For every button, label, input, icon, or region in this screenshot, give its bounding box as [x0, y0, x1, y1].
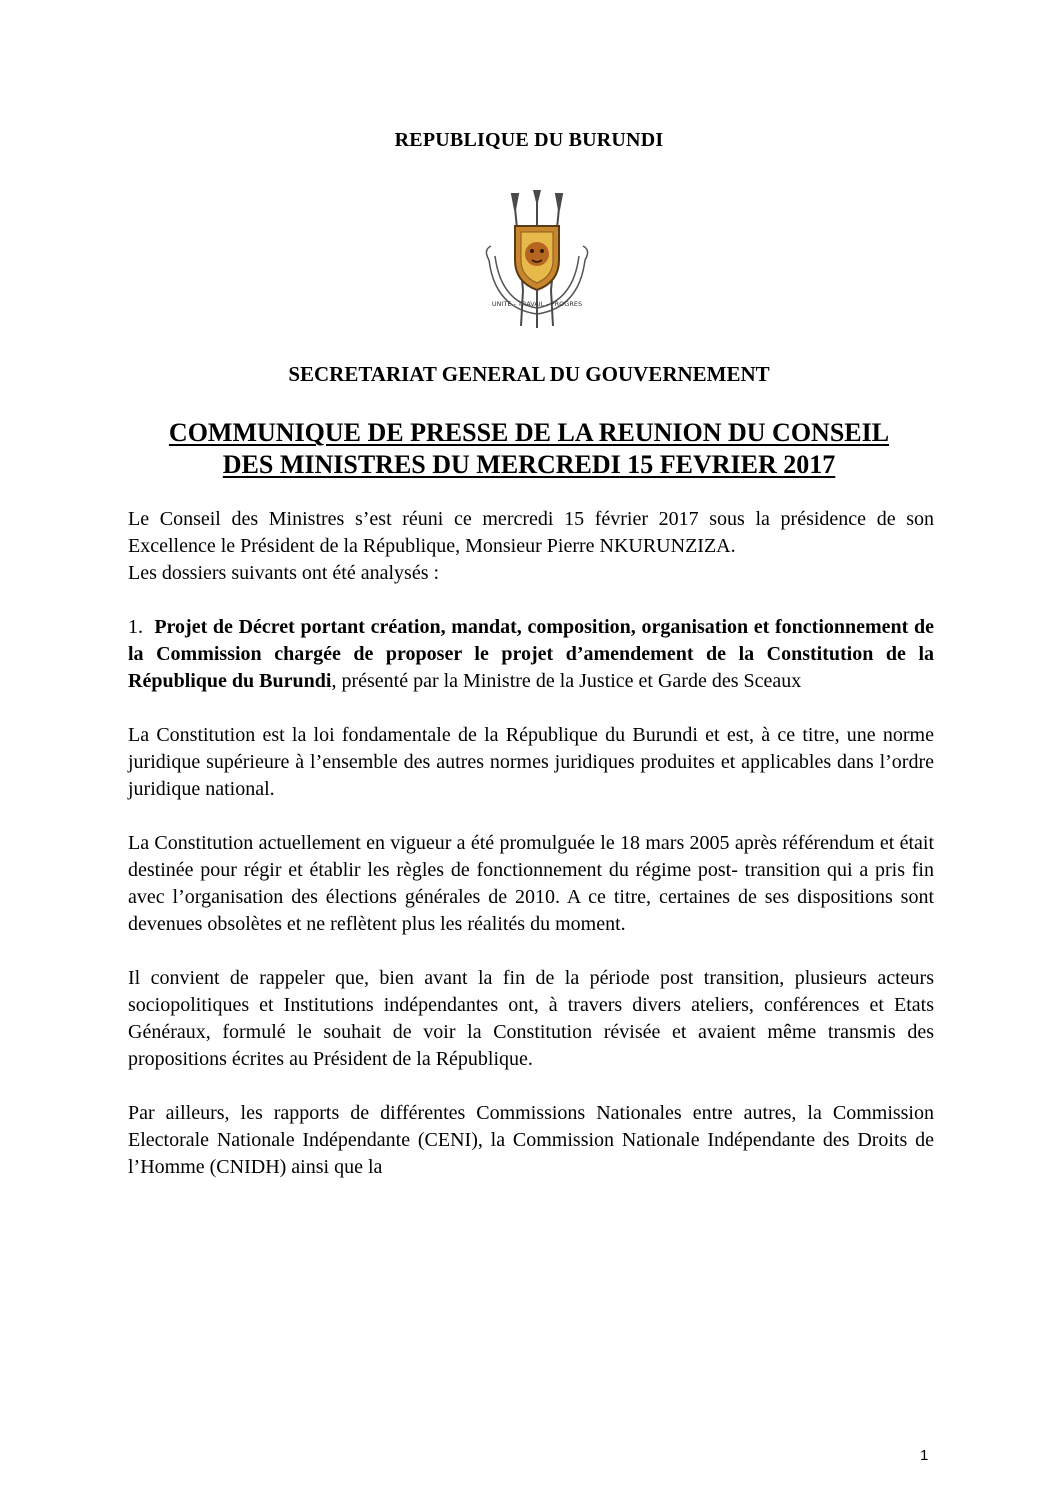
item-1-number: 1. [128, 616, 143, 638]
coat-of-arms-emblem [475, 190, 600, 330]
body-paragraph: La Constitution est la loi fondamentale de la République du Burundi et est, à ce titre, une norme juridique supérieure à l’ensemble des autres normes juridiques produites et applicables dans l’ordre juridique national. [128, 724, 934, 800]
office-heading: SECRETARIAT GENERAL DU GOUVERNEMENT [288, 362, 770, 386]
intro-paragraph: Le Conseil des Ministres s’est réuni ce mercredi 15 février 2017 sous la présidence de son Excellence le Président de la République, Monsieur Pierre NKURUNZIZA. [128, 508, 934, 557]
title-line-1: COMMUNIQUE DE PRESSE DE LA REUNION DU CONSEIL [168, 418, 890, 447]
item-1-paragraph [128, 614, 934, 695]
document-body [128, 506, 934, 1181]
item-1-presenter: , présenté par la Ministre de la Justice et Garde des Sceaux [331, 670, 802, 692]
body-paragraph: Par ailleurs, les rapports de différentes Commissions Nationales entre autres, la Commission Electorale Nationale Indépendante (CENI), la Commission Nationale Indépendante des Droits de l’Homme (CNIDH) ainsi que la [128, 1102, 934, 1178]
body-paragraph: La Constitution actuellement en vigueur a été promulguée le 18 mars 2005 après référendum et était destinée pour régir et établir les règles de fonctionnement du régime post- transition qui a pris fin avec l’organisation des élections générales de 2010. A ce titre, certaines de ses dispositions sont devenues obsolètes et ne reflètent plus les réalités du moment. [128, 832, 934, 935]
emblem-motto: UNITE - TRAVAIL - PROGRES [491, 300, 583, 308]
title-line-2: DES MINISTRES DU MERCREDI 15 FEVRIER 2017 [222, 450, 836, 479]
page-number: 1 [920, 1447, 929, 1464]
country-heading: REPUBLIQUE DU BURUNDI [394, 129, 664, 151]
dossiers-line: Les dossiers suivants ont été analysés : [128, 562, 440, 584]
item-1-title: Projet de Décret portant création, mandat, composition, organisation et fonctionnement de la Commission chargée de proposer le projet d’amendement de la Constitution de la République du Burundi [128, 616, 934, 692]
document-title [0, 417, 1058, 481]
body-paragraph: Il convient de rappeler que, bien avant la fin de la période post transition, plusieurs acteurs sociopolitiques et Institutions indépendantes ont, à travers divers ateliers, conférences et Etats Généraux, formulé le souhait de voir la Constitution révisée et avaient même transmis des propositions écrites au Président de la République. [128, 967, 934, 1070]
